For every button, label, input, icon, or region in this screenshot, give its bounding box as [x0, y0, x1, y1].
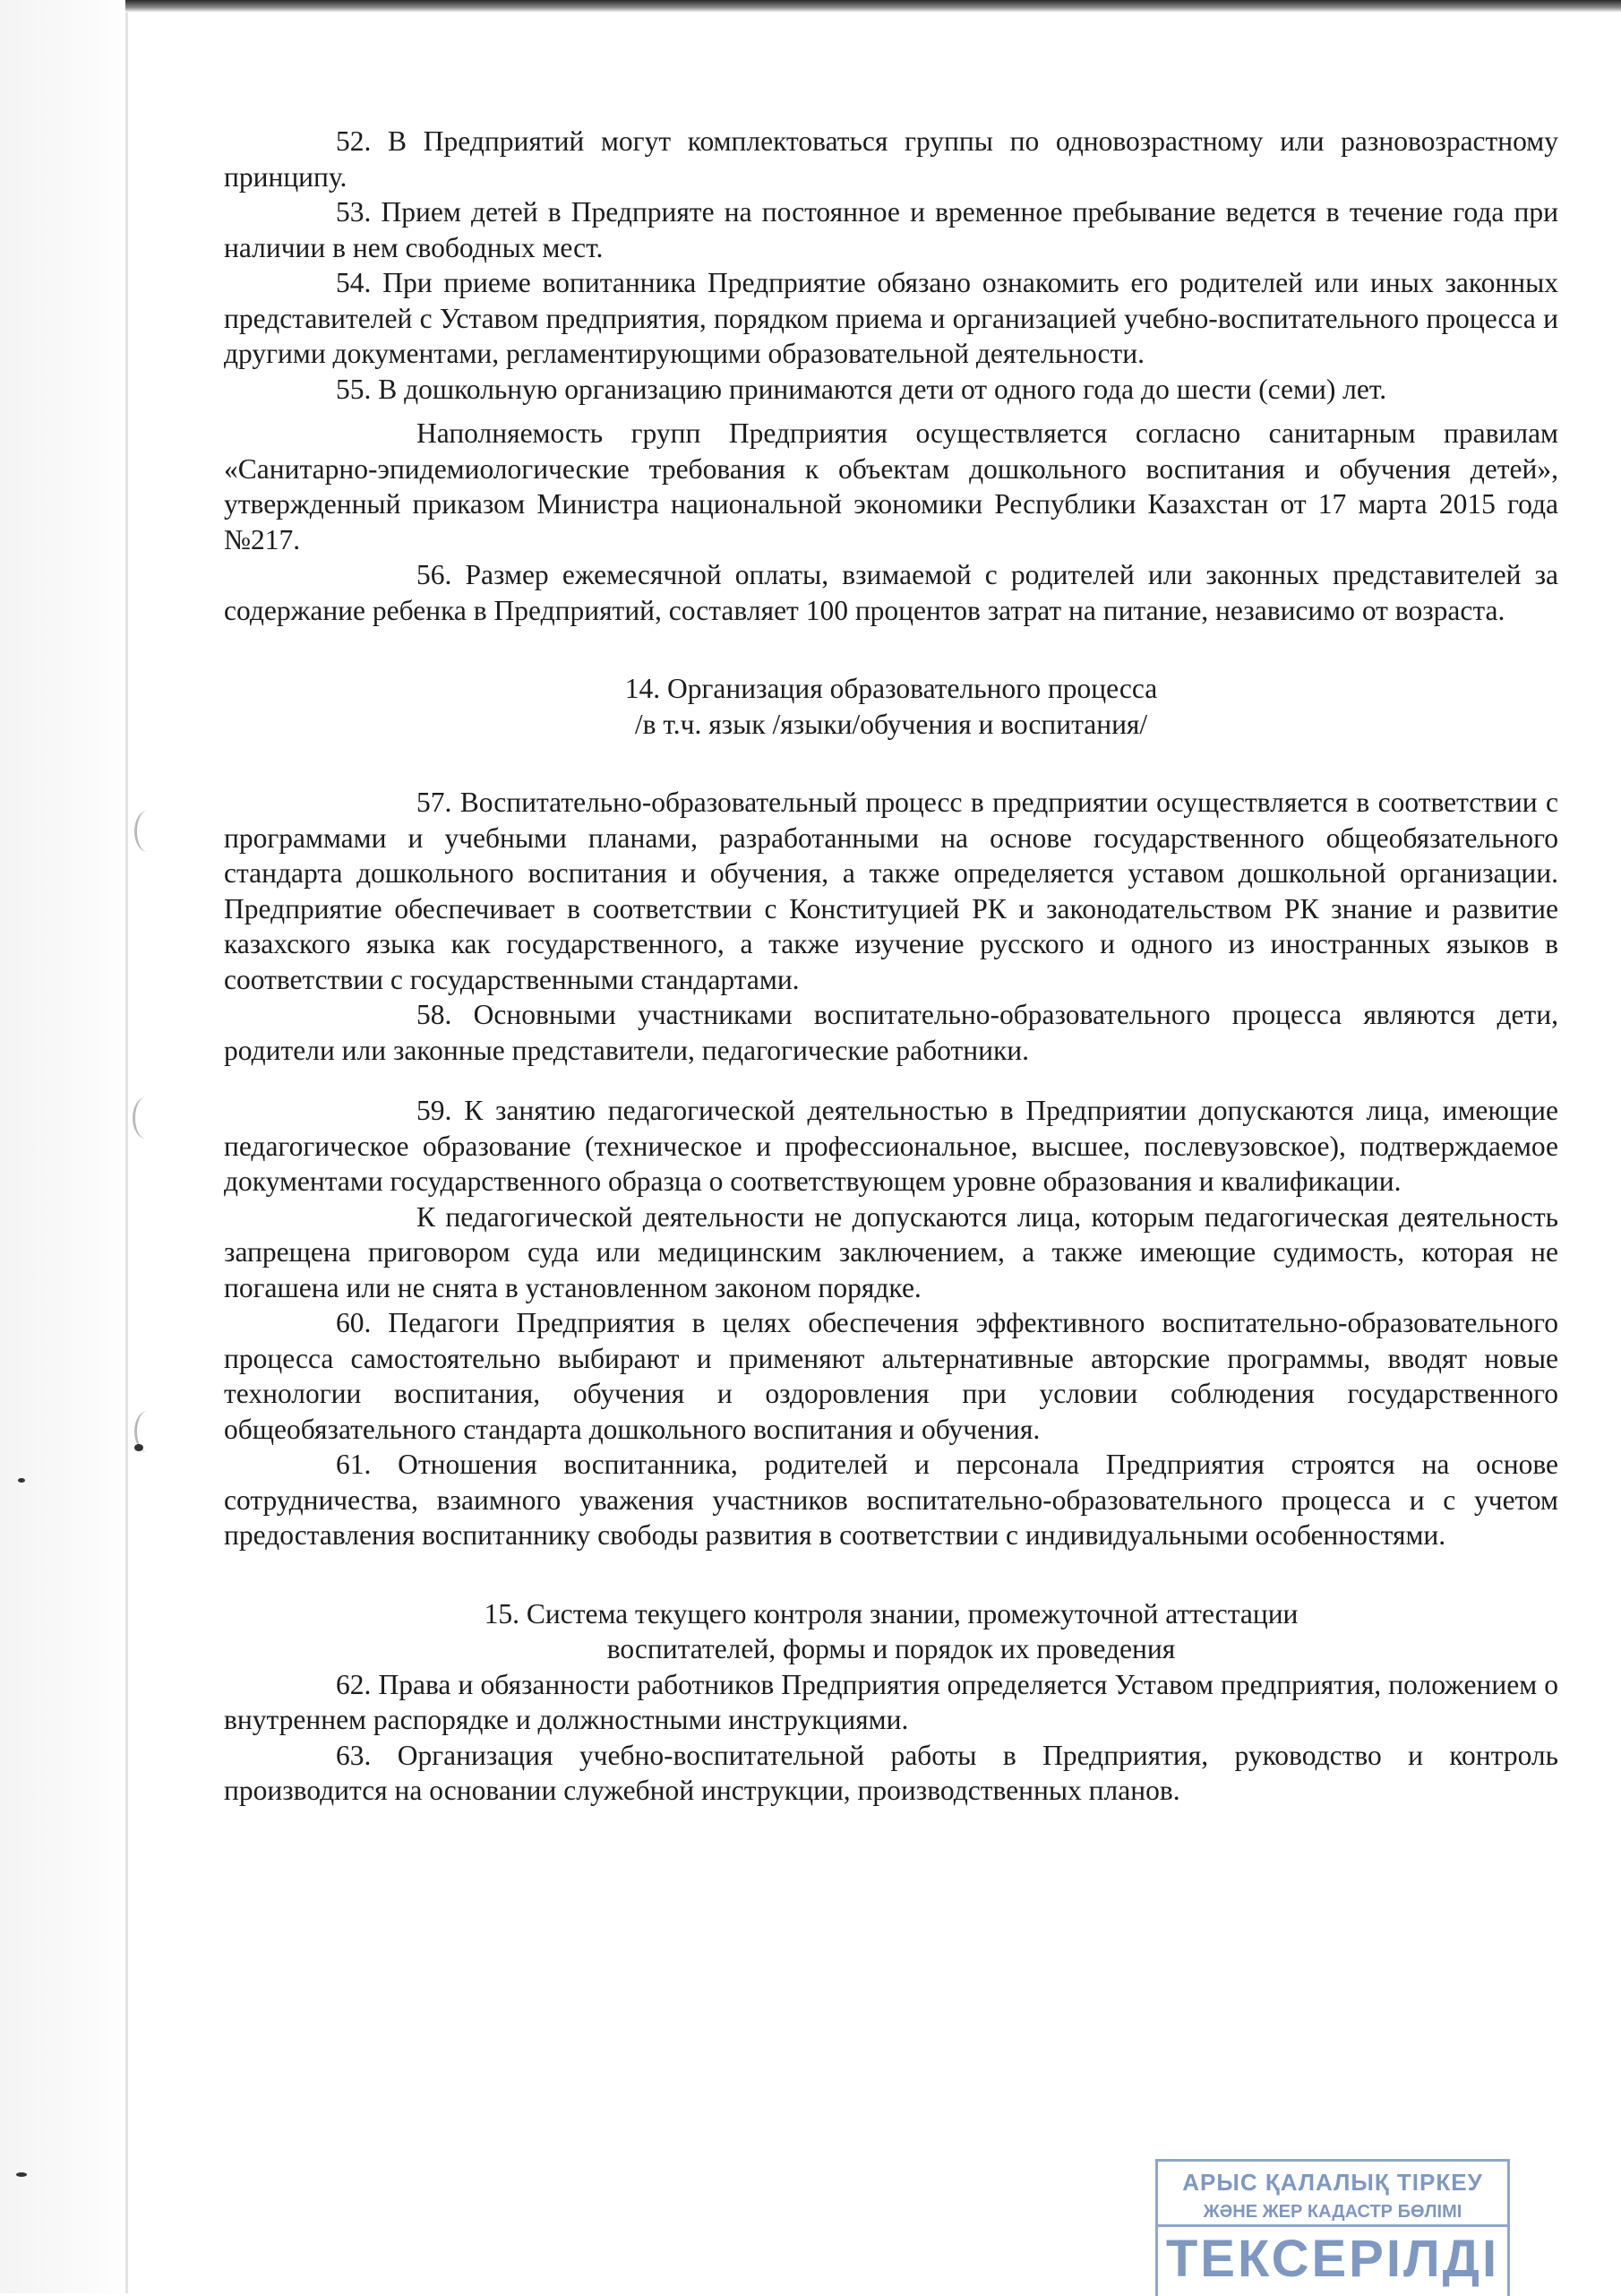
paragraph-60: 60. Педагоги Предприятия в целях обеспечения эффективного воспитательно-образовательного процесса самостоятельно выбирают и применяют альтернативные авторские программы, вводят новые технологии воспитания, обучения и оздоровления при условии соблюдения государственного общеобязательного стандарта дошкольного воспитания и обучения. — [224, 1307, 1558, 1445]
ink-speck — [16, 2172, 27, 2177]
section-14-heading — [224, 671, 1558, 742]
document-page — [224, 124, 1558, 1809]
registration-stamp — [1155, 2159, 1510, 2296]
section-15-heading — [224, 1596, 1558, 1667]
section-14-title: 14. Организация образовательного процесса — [624, 673, 1158, 704]
scan-left-margin — [0, 0, 134, 2293]
paragraph-61: 61. Отношения воспитанника, родителей и персонала Предприятия строятся на основе сотрудничества, взаимного уважения участников воспитательно-образовательного процесса и с учетом предоставления воспитаннику свободы развития в соответствии с индивидуальными особенностями. — [224, 1449, 1558, 1551]
ink-speck — [134, 1444, 143, 1451]
paragraph-57: 57. Воспитательно-образовательный процесс в предприятии осуществляется в соответствии с программами и учебными планами, разработанными на основе государственного общеобязательного стандарта дошкольного воспитания и обучения, а также определяется уставом дошкольной организации. Предприятие обеспечивает в соответствии с Конституцией РК и законодательством РК знание и развитие казахского языка как государственного, а также изучение русского и одного из иностранных языков в соответствии с государственными стандартами. — [224, 787, 1558, 995]
paragraph-55-occupancy: Наполняемость групп Предприятия осуществляется согласно санитарным правилам «Санитарно-эпидемиологические требования к объектам дошкольного воспитания и обучения детей», утвержденный приказом Министра национальной экономики Республики Казахстан от 17 марта 2015 года №217. — [224, 417, 1558, 555]
page-edge — [125, 0, 128, 2293]
paragraph-53: 53. Прием детей в Предприяте на постоянное и временное пребывание ведется в течение года при наличии в нем свободных мест. — [224, 196, 1558, 263]
stamp-verified: ТЕКСЕРІЛДІ — [1158, 2224, 1507, 2289]
paragraph-62: 62. Права и обязанности работников Предприятия определяется Уставом предприятия, положением о внутреннем распорядке и должностными инструкциями. — [224, 1668, 1558, 1735]
paragraph-54: 54. При приеме вопитанника Предприятие обязано ознакомить его родителей или иных законных представителей с Уставом предприятия, порядком приема и организацией учебно-воспитательного процесса и другими документами, регламентирующими образовательной деятельности. — [224, 267, 1558, 369]
section-15-subtitle: воспитателей, формы и порядок их проведения — [606, 1633, 1176, 1664]
punch-hole-mark — [133, 1097, 159, 1139]
stamp-line-1: АРЫС ҚАЛАЛЫҚ ТІРКЕУ — [1182, 2169, 1483, 2196]
section-15-title: 15. Система текущего контроля знании, промежуточной аттестации — [484, 1597, 1299, 1630]
paragraph-58: 58. Основными участниками воспитательно-образовательного процесса являются дети, родители или законные представители, педагогические работники. — [224, 999, 1558, 1066]
stamp-line-2: ЖӘНЕ ЖЕР КАДАСТР БӨЛІМІ — [1203, 2202, 1462, 2222]
ink-speck — [18, 1478, 25, 1483]
paragraph-56: 56. Размер ежемесячной оплаты, взимаемой с родителей или законных представителей за содержание ребенка в Предприятий, составляет 100 процентов затрат на питание, независимо от возраста. — [224, 559, 1558, 626]
paragraph-63: 63. Организация учебно-воспитательной работы в Предприятия, руководство и контроль производится на основании служебной инструкции, производственных планов. — [224, 1739, 1558, 1806]
paragraph-55: 55. В дошкольную организацию принимаются дети от одного года до шести (семи) лет. — [336, 373, 1387, 405]
section-14-subtitle: /в т.ч. язык /языки/обучения и воспитания/ — [634, 708, 1148, 740]
punch-hole-mark — [134, 811, 160, 852]
scan-top-border — [125, 0, 1621, 13]
paragraph-59: 59. К занятию педагогической деятельностью в Предприятии допускаются лица, имеющие педагогическое образование (техническое и профессиональное, высшее, послевузовское), подтверждаемое документами государственного образца о соответствующем уровне образования и квалификации. — [224, 1095, 1558, 1197]
paragraph-52: 52. В Предприятий могут комплектоваться группы по одновозрастному или разновозрастному принципу. — [224, 125, 1558, 193]
paragraph-59-restriction: К педагогической деятельности не допускаются лица, которым педагогическая деятельность запрещена приговором суда или медицинским заключением, а также имеющие судимость, которая не погашена или не снята в установленном законом порядке. — [224, 1200, 1558, 1303]
